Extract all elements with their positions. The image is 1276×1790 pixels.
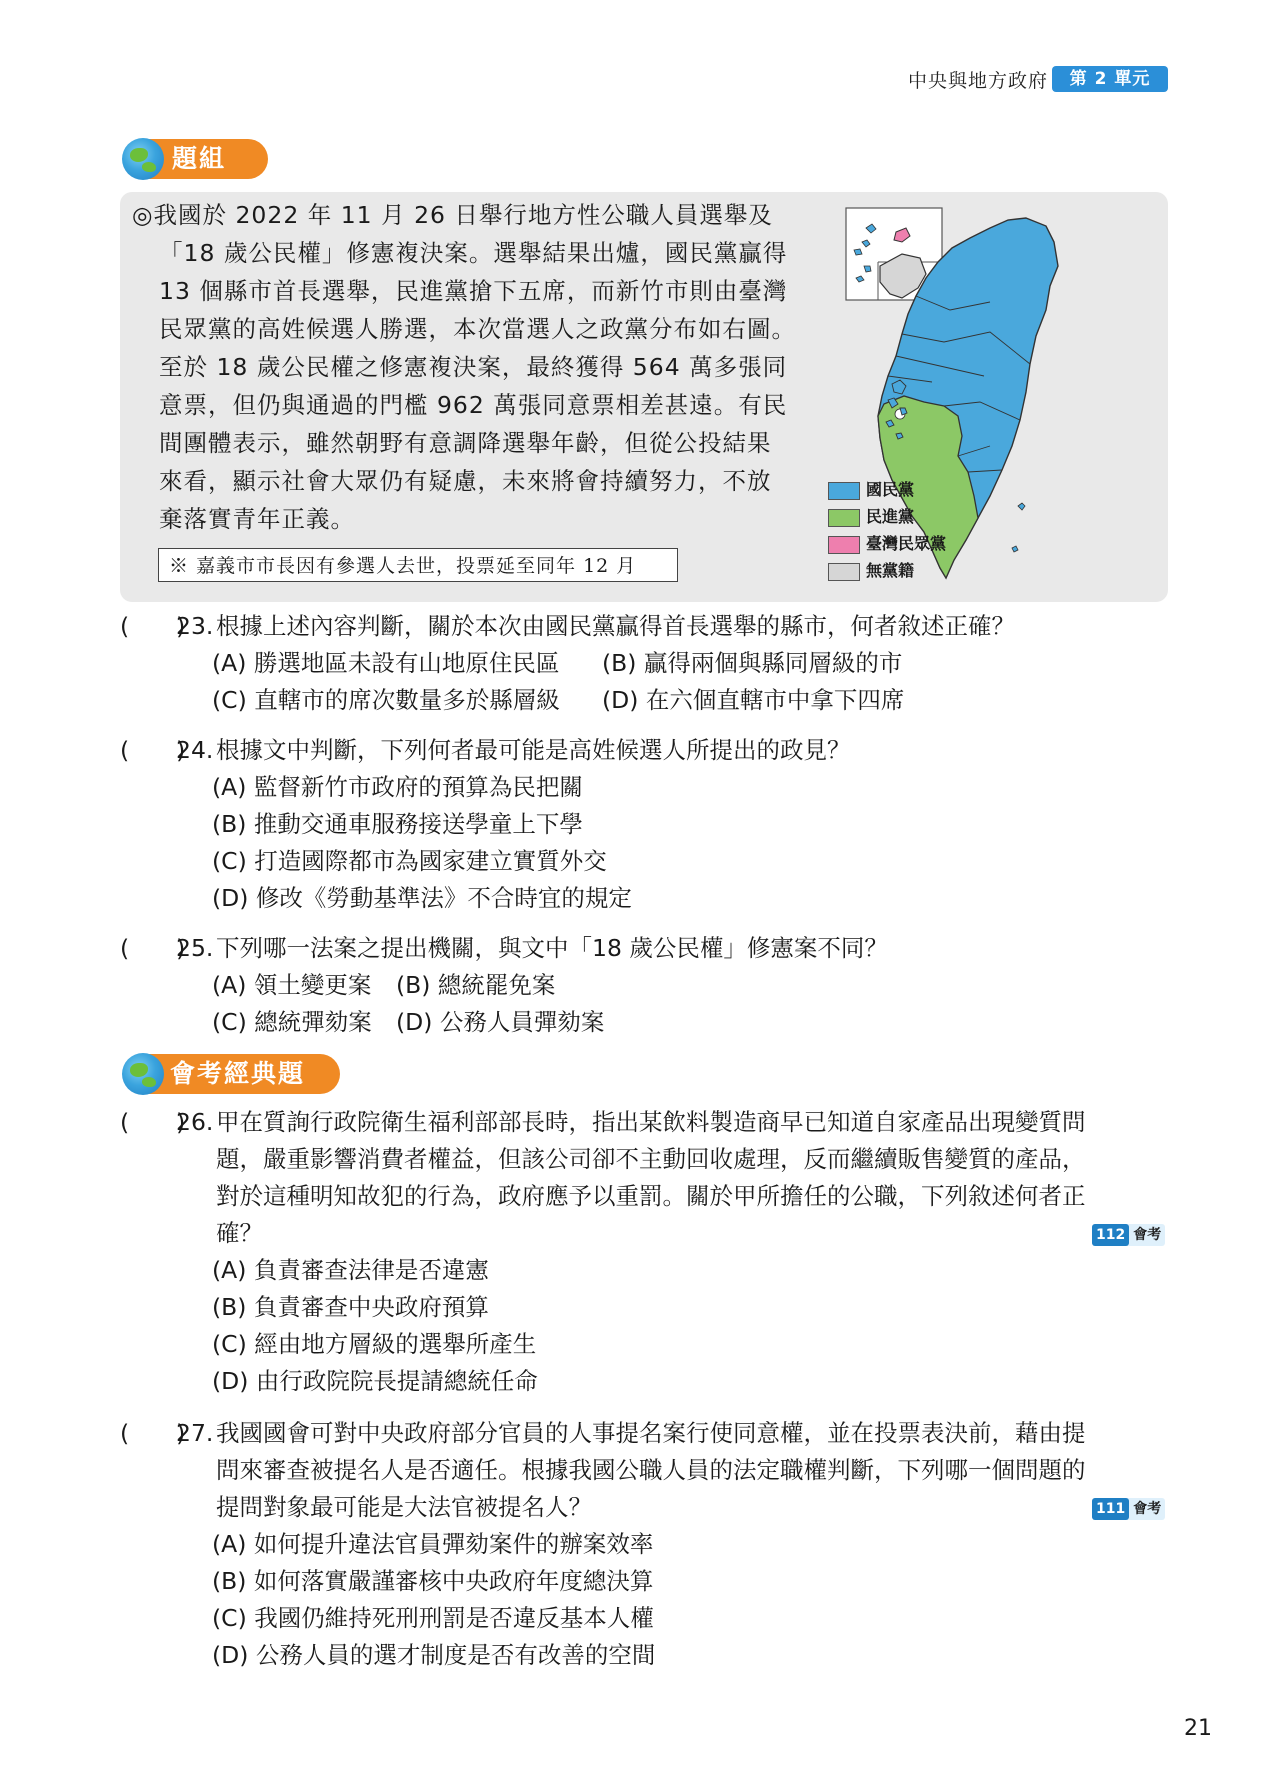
option-a[interactable]: (A) 勝選地區未設有山地原住民區 bbox=[212, 649, 560, 677]
legend-swatch bbox=[828, 482, 860, 500]
question-stem bbox=[216, 1415, 1172, 1526]
option-c[interactable]: (C) 總統彈劾案 bbox=[212, 1008, 372, 1036]
legend-label: 民進黨 bbox=[866, 507, 915, 526]
question-stem bbox=[216, 1104, 1172, 1252]
stem-line: 問來審查被提名人是否適任。根據我國公職人員的法定職權判斷，下列哪一個問題的 bbox=[216, 1456, 1086, 1484]
section-badge-question-group bbox=[146, 139, 268, 179]
option-b[interactable]: (B) 總統罷免案 bbox=[396, 971, 556, 999]
section-badge-label: 會考經典題 bbox=[170, 1059, 306, 1088]
answer-blank[interactable]: ( ) bbox=[120, 736, 186, 764]
legend-item-independent bbox=[828, 561, 914, 581]
legend-label: 臺灣民眾黨 bbox=[866, 534, 947, 553]
passage-line: 棄落實青年正義。 bbox=[159, 505, 355, 533]
question-stem: 根據上述內容判斷，關於本次由國民黨贏得首長選舉的縣市，何者敘述正確？ bbox=[216, 612, 1015, 640]
question-number: 25. bbox=[176, 934, 214, 962]
question-number: 26. bbox=[176, 1108, 214, 1136]
option-a[interactable]: (A) 監督新竹市政府的預算為民把關 bbox=[212, 773, 583, 801]
passage-line: 「18 歲公民權」修憲複決案。選舉結果出爐，國民黨贏得 bbox=[159, 239, 788, 267]
passage-text bbox=[132, 196, 812, 538]
passage-line: 民眾黨的高姓候選人勝選，本次當選人之政黨分布如右圖。 bbox=[159, 315, 796, 343]
legend-item-kmt bbox=[828, 480, 914, 500]
question-stem: 根據文中判斷，下列何者最可能是高姓候選人所提出的政見？ bbox=[216, 736, 851, 764]
passage-line: 間團體表示，雖然朝野有意調降選舉年齡，但從公投結果 bbox=[159, 429, 772, 457]
exam-label: 會考 bbox=[1133, 1227, 1162, 1243]
legend-item-dpp bbox=[828, 507, 914, 527]
legend-swatch bbox=[828, 536, 860, 554]
question-stem: 下列哪一法案之提出機關，與文中「18 歲公民權」修憲案不同？ bbox=[216, 934, 888, 962]
exam-year: 112 bbox=[1092, 1224, 1129, 1246]
option-c[interactable]: (C) 打造國際都市為國家建立實質外交 bbox=[212, 847, 607, 875]
page-number: 21 bbox=[1184, 1716, 1212, 1741]
legend-item-tpp bbox=[828, 534, 946, 554]
section-badge-exam-classics bbox=[146, 1054, 340, 1094]
exam-year: 111 bbox=[1092, 1498, 1129, 1520]
stem-line: 甲在質詢行政院衛生福利部部長時，指出某飲料製造商早已知道自家產品出現變質問 bbox=[216, 1108, 1086, 1136]
option-d[interactable]: (D) 修改《勞動基準法》不合時宜的規定 bbox=[212, 884, 632, 912]
stem-line: 確？ bbox=[216, 1219, 263, 1247]
question-number: 27. bbox=[176, 1419, 214, 1447]
passage-line: ◎我國於 2022 年 11 月 26 日舉行地方性公職人員選舉及 bbox=[132, 201, 773, 229]
option-b[interactable]: (B) 贏得兩個與縣同層級的市 bbox=[602, 649, 903, 677]
passage-footnote: ※ 嘉義市市長因有參選人去世，投票延至同年 12 月 bbox=[158, 548, 678, 582]
globe-icon bbox=[122, 138, 164, 180]
stem-line: 題，嚴重影響消費者權益，但該公司卻不主動回收處理，反而繼續販售變質的產品， bbox=[216, 1145, 1086, 1173]
unit-label: 第 2 單元 bbox=[1052, 66, 1168, 92]
question-number: 23. bbox=[176, 612, 214, 640]
answer-blank[interactable]: ( ) bbox=[120, 1108, 186, 1136]
option-b[interactable]: (B) 推動交通車服務接送學童上下學 bbox=[212, 810, 583, 838]
option-b[interactable]: (B) 如何落實嚴謹審核中央政府年度總決算 bbox=[212, 1567, 654, 1595]
option-a[interactable]: (A) 領土變更案 bbox=[212, 971, 372, 999]
answer-blank[interactable]: ( ) bbox=[120, 612, 186, 640]
option-d[interactable]: (D) 在六個直轄市中拿下四席 bbox=[602, 686, 905, 714]
passage-line: 13 個縣市首長選舉，民進黨搶下五席，而新竹市則由臺灣 bbox=[159, 277, 788, 305]
stem-line: 對於這種明知故犯的行為，政府應予以重罰。關於甲所擔任的公職，下列敘述何者正 bbox=[216, 1182, 1086, 1210]
passage-line: 至於 18 歲公民權之修憲複決案，最終獲得 564 萬多張同 bbox=[159, 353, 788, 381]
legend-swatch bbox=[828, 509, 860, 527]
option-c[interactable]: (C) 經由地方層級的選舉所產生 bbox=[212, 1330, 537, 1358]
exam-year-tag bbox=[1092, 1224, 1165, 1246]
question-number: 24. bbox=[176, 736, 214, 764]
penghu-map bbox=[878, 378, 918, 448]
legend-swatch bbox=[828, 563, 860, 581]
option-d[interactable]: (D) 公務人員彈劾案 bbox=[396, 1008, 605, 1036]
legend-label: 無黨籍 bbox=[866, 561, 915, 580]
legend-label: 國民黨 bbox=[866, 480, 915, 499]
option-a[interactable]: (A) 負責審查法律是否違憲 bbox=[212, 1256, 489, 1284]
option-c[interactable]: (C) 直轄市的席次數量多於縣層級 bbox=[212, 686, 560, 714]
stem-line: 提問對象最可能是大法官被提名人？ bbox=[216, 1493, 592, 1521]
answer-blank[interactable]: ( ) bbox=[120, 934, 186, 962]
passage-line: 意票，但仍與通過的門檻 962 萬張同意票相差甚遠。有民 bbox=[159, 391, 788, 419]
option-c[interactable]: (C) 我國仍維持死刑刑罰是否違反基本人權 bbox=[212, 1604, 654, 1632]
option-a[interactable]: (A) 如何提升違法官員彈劾案件的辦案效率 bbox=[212, 1530, 654, 1558]
option-b[interactable]: (B) 負責審查中央政府預算 bbox=[212, 1293, 489, 1321]
option-d[interactable]: (D) 公務人員的選才制度是否有改善的空間 bbox=[212, 1641, 656, 1669]
chapter-title: 中央與地方政府 bbox=[908, 70, 1049, 92]
answer-blank[interactable]: ( ) bbox=[120, 1419, 186, 1447]
option-d[interactable]: (D) 由行政院院長提請總統任命 bbox=[212, 1367, 538, 1395]
stem-line: 我國國會可對中央政府部分官員的人事提名案行使同意權，並在投票表決前，藉由提 bbox=[216, 1419, 1086, 1447]
passage-line: 來看，顯示社會大眾仍有疑慮，未來將會持續努力，不放 bbox=[159, 467, 772, 495]
globe-icon bbox=[122, 1053, 164, 1095]
section-badge-label: 題組 bbox=[172, 144, 227, 173]
exam-year-tag bbox=[1092, 1498, 1165, 1520]
exam-label: 會考 bbox=[1133, 1501, 1162, 1517]
